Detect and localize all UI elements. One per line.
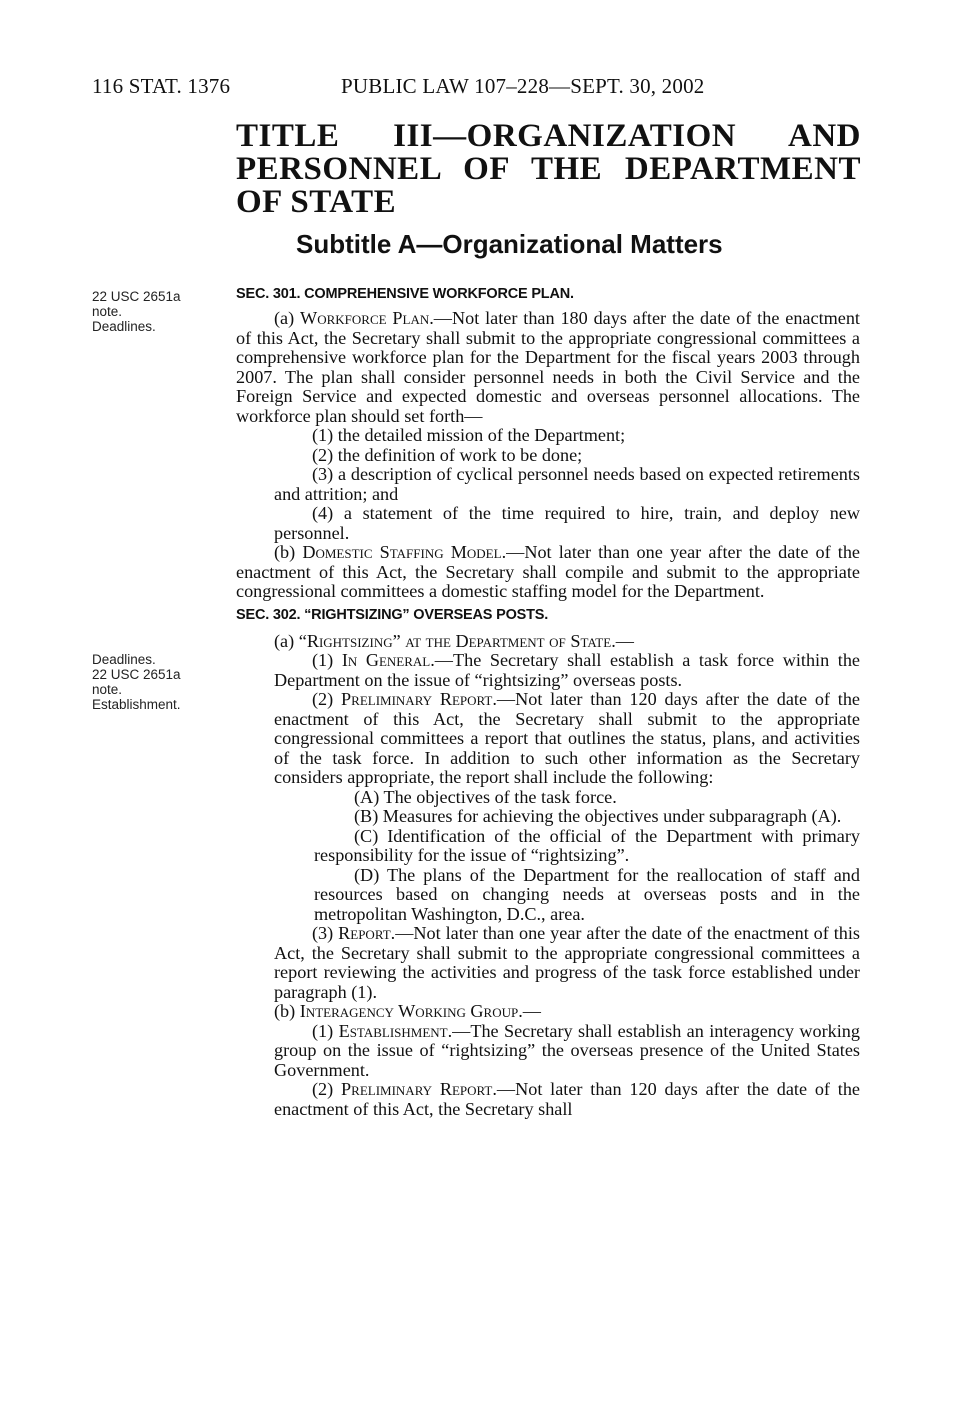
margin-note-line: Establishment. <box>92 697 181 712</box>
para-heading: Establishment <box>338 1020 448 1041</box>
para-label: (1) <box>312 1020 334 1041</box>
subparagraph-item: (D) The plans of the Department for the reallocation of staff and resources based on changing needs at overseas posts and in the metropolitan Washington, D.C., area. <box>314 864 860 924</box>
para-heading: Domestic Staffing Model <box>302 542 502 562</box>
para-text: .—The Secretary shall establish a task force within the Department on the issue of “rightsizing” overseas posts. <box>274 650 860 690</box>
margin-note-sec302 <box>92 652 227 712</box>
margin-note-line: 22 USC 2651a <box>92 289 181 304</box>
paragraph-302-b1 <box>236 1022 860 1081</box>
para-heading: Preliminary Report <box>341 689 493 709</box>
subtitle-heading: Subtitle A—Organizational Matters <box>296 229 723 259</box>
body-text <box>236 284 860 1119</box>
list-item: (3) a description of cyclical personnel needs based on expected retirements and attrition; and <box>274 464 860 504</box>
para-heading: In General <box>341 650 431 670</box>
para-text: .—Not later than 180 days after the date of the enactment of this Act, the Secretary shall submit to the appropriate congressional committees a comprehensive workforce plan for the Department for the fiscal years 2003 through 2007. The plan shall consider personnel needs in both the Civil Service and the Foreign Service and expected domestic and overseas personnel allocations. The workforce plan should set forth— <box>236 308 860 426</box>
paragraph-302-b2 <box>236 1080 860 1119</box>
para-text: .—Not later than 120 days after the date of the enactment of this Act, the Secretary shall submit to the appropriate congressional committees a report that outlines the status, plans, and activities of the task force. In addition to such other information as the Secretary considers appropriate, the report shall include the following: <box>274 689 861 787</box>
margin-note-sec301 <box>92 289 227 334</box>
para-label: (b) <box>274 1001 296 1021</box>
paragraph-302-a3 <box>236 924 860 1002</box>
para-heading: Workforce Plan <box>300 308 430 328</box>
para-label: (2) <box>312 689 334 709</box>
title-heading: TITLE III—ORGANIZATION AND PERSONNEL OF THE DEPARTMENT OF STATE <box>236 118 861 220</box>
para-text: .—Not later than one year after the date of the enactment of this Act, the Secretary shall compile and submit to the appropriate congressional committees a domestic staffing model for the Department. <box>236 542 861 601</box>
paragraph-302-a2 <box>236 690 860 788</box>
subparagraph-item: (B) Measures for achieving the objectives under subparagraph (A). <box>354 806 842 826</box>
para-text: .—The Secretary shall establish an interagency working group on the issue of “rightsizing” the overseas presence of the United States Government. <box>274 1020 860 1080</box>
section-heading-302: SEC. 302. “RIGHTSIZING” OVERSEAS POSTS. <box>236 606 549 623</box>
paragraph-301-b <box>236 543 860 602</box>
para-heading: Interagency Working Group <box>299 1001 519 1021</box>
list-item: (4) a statement of the time required to hire, train, and deploy new personnel. <box>274 503 860 543</box>
para-text: .— <box>518 1001 541 1021</box>
paragraph-302-a1 <box>236 651 860 690</box>
margin-note-line: note. <box>92 304 123 319</box>
law-citation: PUBLIC LAW 107–228—SEPT. 30, 2002 <box>341 74 705 98</box>
list-item: (1) the detailed mission of the Department; <box>312 425 626 445</box>
para-label: (2) <box>312 1079 334 1099</box>
margin-note-line: Deadlines. <box>92 652 156 667</box>
para-label: (a) <box>274 308 295 328</box>
margin-note-line: 22 USC 2651a <box>92 667 181 682</box>
list-item: (2) the definition of work to be done; <box>312 444 583 465</box>
page-number: 116 STAT. 1376 <box>92 74 231 98</box>
subparagraph-item: (C) Identification of the official of the Department with primary responsibility for the issue of “rightsizing”. <box>314 825 860 865</box>
subparagraph-item: (A) The objectives of the task force. <box>354 786 617 807</box>
para-text: .—Not later than 120 days after the date of the enactment of this Act, the Secretary shall <box>274 1079 861 1119</box>
section-heading-301: SEC. 301. COMPREHENSIVE WORKFORCE PLAN. <box>236 286 574 302</box>
paragraph-302-a <box>236 632 860 652</box>
margin-note-line: Deadlines. <box>92 319 156 334</box>
para-heading: Preliminary Report <box>341 1079 493 1099</box>
para-text: .— <box>611 630 634 651</box>
paragraph-301-a <box>236 309 860 426</box>
para-label: (1) <box>312 650 334 670</box>
para-label: (a) “ <box>274 630 307 651</box>
para-label: (b) <box>274 542 296 562</box>
para-heading: Rightsizing” at the Department of State <box>306 630 612 651</box>
margin-note-line: note. <box>92 682 123 697</box>
para-label: (3) <box>312 923 334 943</box>
paragraph-302-b <box>236 1002 860 1022</box>
para-heading: Report <box>338 923 391 943</box>
para-text: .—Not later than one year after the date of the enactment of this Act, the Secretary shall submit to the appropriate congressional committees a report reviewing the activities and progress of the task force established under paragraph (1). <box>274 923 861 1002</box>
